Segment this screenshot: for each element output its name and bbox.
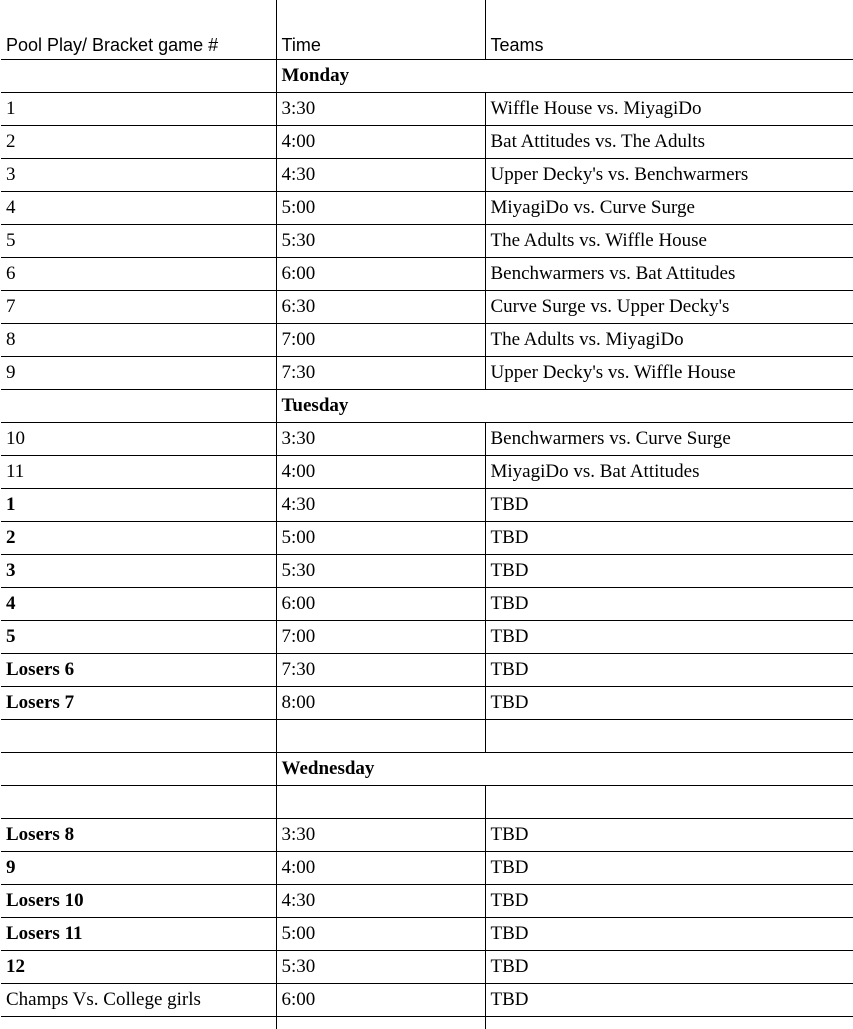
table-row (1, 258, 853, 291)
game-cell: 5 (1, 225, 276, 258)
table-row (1, 291, 853, 324)
bracket-game-cell: Losers 10 (1, 885, 276, 918)
bracket-game-cell: 3 (1, 555, 276, 588)
time-cell: 5:30 (276, 951, 485, 984)
empty-cell (276, 1017, 485, 1029)
header-time: Time (276, 0, 485, 60)
header-game: Pool Play/ Bracket game # (1, 0, 276, 60)
game-cell: 10 (1, 423, 276, 456)
teams-cell: TBD (485, 918, 853, 951)
bracket-game-cell: 2 (1, 522, 276, 555)
game-cell: 11 (1, 456, 276, 489)
empty-cell (276, 786, 485, 819)
time-cell: 6:00 (276, 984, 485, 1017)
table-row (1, 918, 853, 951)
empty-cell (1, 786, 276, 819)
game-cell: 7 (1, 291, 276, 324)
table-row (1, 456, 853, 489)
time-cell: 5:30 (276, 225, 485, 258)
time-cell: 8:00 (276, 687, 485, 720)
teams-cell: The Adults vs. Wiffle House (485, 225, 853, 258)
empty-cell (276, 720, 485, 753)
empty-row (1, 786, 853, 819)
teams-cell: Benchwarmers vs. Bat Attitudes (485, 258, 853, 291)
table-row (1, 357, 853, 390)
empty-cell (485, 720, 853, 753)
time-cell: 4:00 (276, 456, 485, 489)
time-cell: 5:00 (276, 192, 485, 225)
table-row (1, 687, 853, 720)
teams-cell: Curve Surge vs. Upper Decky's (485, 291, 853, 324)
teams-cell: TBD (485, 522, 853, 555)
teams-cell: Benchwarmers vs. Curve Surge (485, 423, 853, 456)
day-row-wednesday (1, 753, 853, 786)
table-row (1, 819, 853, 852)
teams-cell: TBD (485, 654, 853, 687)
empty-row (1, 720, 853, 753)
time-cell: 6:30 (276, 291, 485, 324)
teams-cell: Bat Attitudes vs. The Adults (485, 126, 853, 159)
empty-cell (1, 720, 276, 753)
table-row (1, 951, 853, 984)
teams-cell: MiyagiDo vs. Curve Surge (485, 192, 853, 225)
time-cell: 4:00 (276, 126, 485, 159)
teams-cell: TBD (485, 687, 853, 720)
table-row (1, 555, 853, 588)
empty-cell (485, 1017, 853, 1029)
day-label-wednesday: Wednesday (276, 753, 853, 786)
time-cell: 4:30 (276, 885, 485, 918)
teams-cell: The Adults vs. MiyagiDo (485, 324, 853, 357)
day-spacer (1, 60, 276, 93)
table-row (1, 654, 853, 687)
time-cell: 7:00 (276, 621, 485, 654)
game-cell: 3 (1, 159, 276, 192)
time-cell: 7:00 (276, 324, 485, 357)
time-cell: 7:30 (276, 654, 485, 687)
bracket-game-cell: 4 (1, 588, 276, 621)
teams-cell: Wiffle House vs. MiyagiDo (485, 93, 853, 126)
time-cell: 4:30 (276, 489, 485, 522)
table-row (1, 984, 853, 1017)
teams-cell: Upper Decky's vs. Wiffle House (485, 357, 853, 390)
table-row (1, 489, 853, 522)
bracket-game-cell: 12 (1, 951, 276, 984)
time-cell: 4:30 (276, 159, 485, 192)
game-cell: 8 (1, 324, 276, 357)
teams-cell: MiyagiDo vs. Bat Attitudes (485, 456, 853, 489)
time-cell: 7:30 (276, 357, 485, 390)
header-teams: Teams (485, 0, 853, 60)
teams-cell: TBD (485, 588, 853, 621)
time-cell: 6:00 (276, 258, 485, 291)
time-cell: 5:00 (276, 522, 485, 555)
teams-cell: TBD (485, 885, 853, 918)
table-row (1, 423, 853, 456)
teams-cell: TBD (485, 951, 853, 984)
teams-cell: TBD (485, 984, 853, 1017)
day-row-tuesday (1, 390, 853, 423)
bracket-game-cell: Losers 7 (1, 687, 276, 720)
table-row (1, 225, 853, 258)
teams-cell: TBD (485, 489, 853, 522)
time-cell: 3:30 (276, 819, 485, 852)
time-cell: 6:00 (276, 588, 485, 621)
bracket-game-cell: Losers 6 (1, 654, 276, 687)
trailing-row (1, 1017, 853, 1029)
day-row-monday (1, 60, 853, 93)
game-cell: 1 (1, 93, 276, 126)
table-row (1, 324, 853, 357)
empty-cell (485, 786, 853, 819)
game-cell: 2 (1, 126, 276, 159)
bracket-game-cell: Losers 11 (1, 918, 276, 951)
table-row (1, 588, 853, 621)
table-row (1, 192, 853, 225)
bracket-game-cell: Losers 8 (1, 819, 276, 852)
teams-cell: TBD (485, 621, 853, 654)
teams-cell: TBD (485, 852, 853, 885)
table-row (1, 159, 853, 192)
table-row (1, 621, 853, 654)
day-label-tuesday: Tuesday (276, 390, 853, 423)
day-spacer (1, 390, 276, 423)
table-row (1, 885, 853, 918)
table-row (1, 126, 853, 159)
table-row (1, 93, 853, 126)
bracket-game-cell: 1 (1, 489, 276, 522)
teams-cell: TBD (485, 555, 853, 588)
time-cell: 4:00 (276, 852, 485, 885)
game-cell: Champs Vs. College girls (1, 984, 276, 1017)
day-spacer (1, 753, 276, 786)
bracket-game-cell: 5 (1, 621, 276, 654)
schedule-table (1, 0, 853, 1029)
empty-cell (1, 1017, 276, 1029)
header-row (1, 0, 853, 60)
time-cell: 5:30 (276, 555, 485, 588)
day-label-monday: Monday (276, 60, 853, 93)
time-cell: 5:00 (276, 918, 485, 951)
table-row (1, 522, 853, 555)
game-cell: 6 (1, 258, 276, 291)
teams-cell: Upper Decky's vs. Benchwarmers (485, 159, 853, 192)
teams-cell: TBD (485, 819, 853, 852)
game-cell: 9 (1, 357, 276, 390)
time-cell: 3:30 (276, 93, 485, 126)
game-cell: 4 (1, 192, 276, 225)
bracket-game-cell: 9 (1, 852, 276, 885)
time-cell: 3:30 (276, 423, 485, 456)
table-row (1, 852, 853, 885)
